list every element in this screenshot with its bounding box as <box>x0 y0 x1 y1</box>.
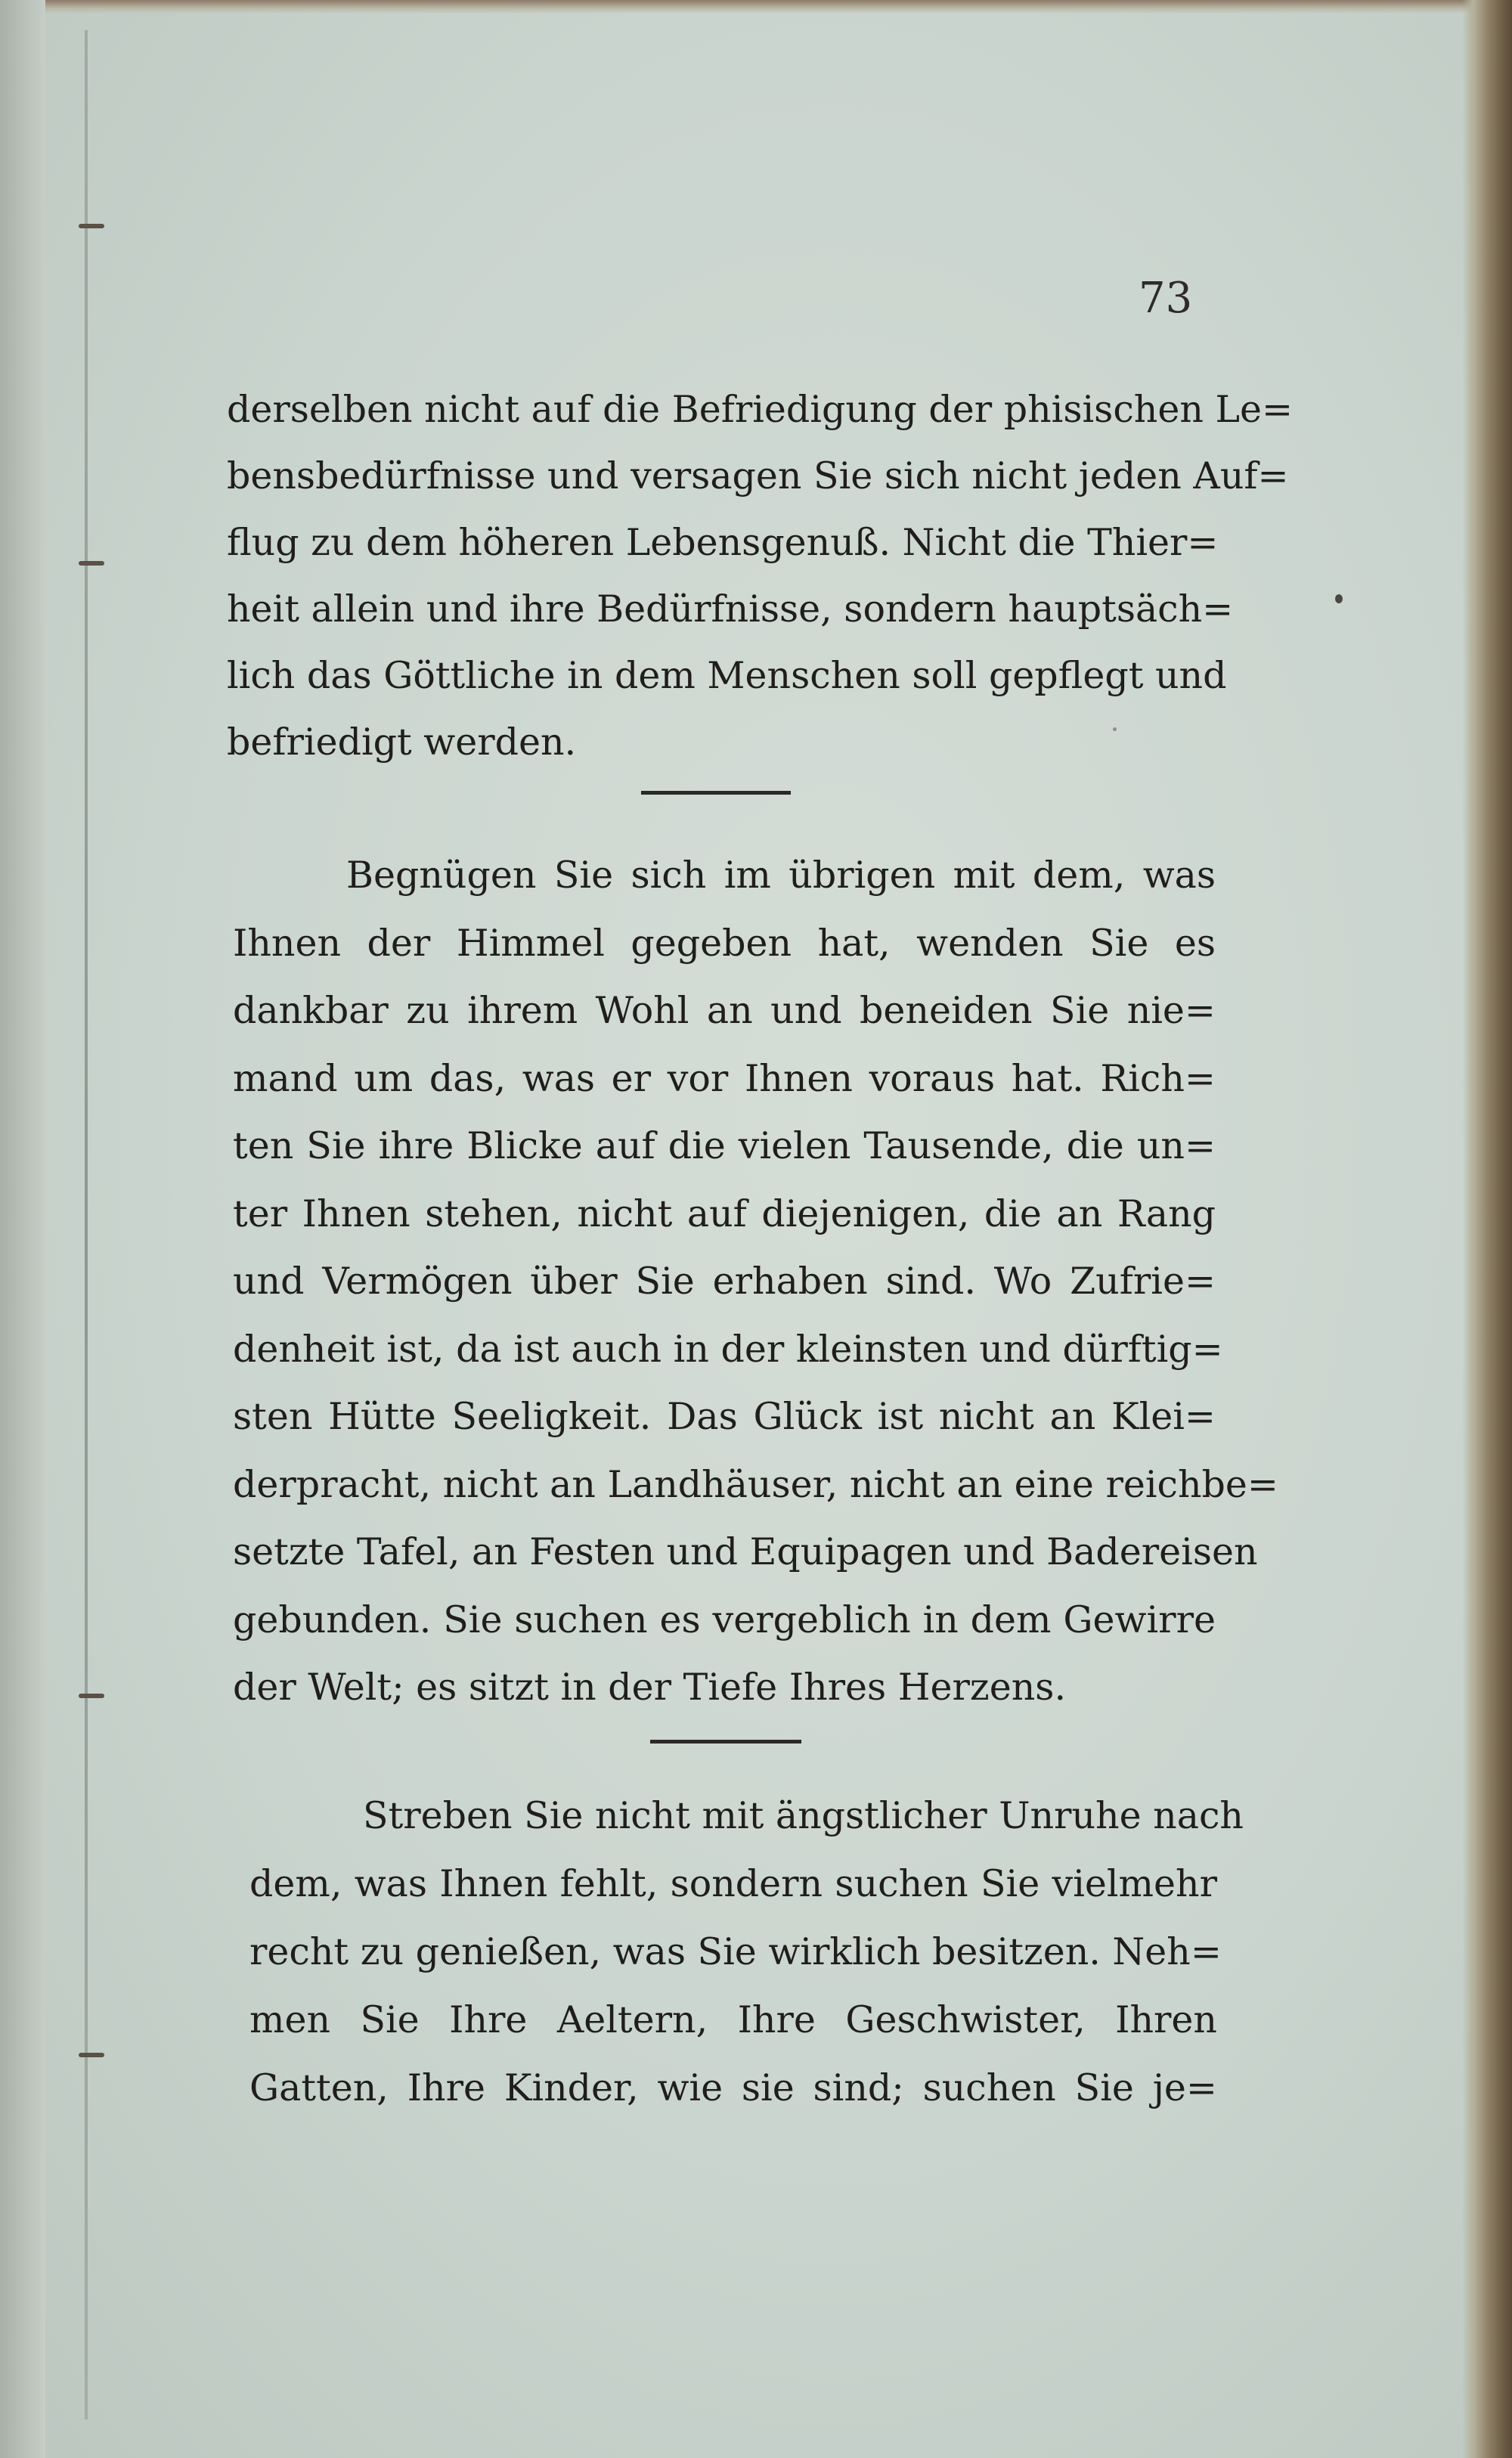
text-line: lich das Göttliche in dem Menschen soll gepflegt und <box>227 654 1227 697</box>
text-line: flug zu dem höheren Lebensgenuß. Nicht die Thier= <box>227 521 1219 564</box>
binding-fold-line <box>85 30 88 2419</box>
paragraph-1 <box>227 377 1294 776</box>
text-line: ten Sie ihre Blicke auf die vielen Tausende, die un= <box>233 1124 1216 1167</box>
page-right-shadow <box>1462 0 1473 2458</box>
binding-stitch <box>79 224 104 228</box>
text-line: men Sie Ihre Aeltern, Ihre Geschwister, Ihren <box>249 1998 1217 2041</box>
page-top-edge <box>0 0 1512 14</box>
page-number: 73 <box>1139 274 1193 323</box>
paper-blemish <box>1335 594 1343 603</box>
section-divider <box>650 1740 801 1744</box>
section-divider <box>641 791 791 795</box>
text-line: derselben nicht auf die Befriedigung der phisischen Le= <box>227 388 1294 431</box>
text-line: recht zu genießen, was Sie wirklich besitzen. Neh= <box>249 1930 1222 1973</box>
text-line: ter Ihnen stehen, nicht auf diejenigen, die an Rang <box>233 1192 1216 1235</box>
text-line: befriedigt werden. <box>227 721 577 764</box>
text-line: Begnügen Sie sich im übrigen mit dem, was <box>346 854 1216 897</box>
binding-stitch <box>79 561 104 566</box>
binding-stitch <box>79 2053 104 2057</box>
text-line: heit allein und ihre Bedürfnisse, sondern hauptsäch= <box>227 587 1234 631</box>
text-line: dem, was Ihnen fehlt, sondern suchen Sie vielmehr <box>249 1862 1217 1905</box>
text-line: mand um das, was er vor Ihnen voraus hat. Rich= <box>233 1056 1216 1100</box>
text-line: dankbar zu ihrem Wohl an und beneiden Sie nie= <box>233 989 1216 1032</box>
text-line: sten Hütte Seeligkeit. Das Glück ist nicht an Klei= <box>233 1395 1216 1438</box>
text-line: Streben Sie nicht mit ängstlicher Unruhe nach <box>363 1794 1244 1837</box>
text-line: derpracht, nicht an Landhäuser, nicht an eine reichbe= <box>233 1462 1278 1506</box>
paragraph-3 <box>249 1782 1244 2122</box>
text-line: Ihnen der Himmel gegeben hat, wenden Sie es <box>233 921 1216 965</box>
page-gutter-shadow <box>0 0 45 2458</box>
paragraph-2 <box>233 842 1278 1722</box>
text-line: gebunden. Sie suchen es vergeblich in dem Gewirre <box>233 1598 1216 1641</box>
text-line: denheit ist, da ist auch in der kleinsten und dürftig= <box>233 1327 1223 1371</box>
text-line: und Vermögen über Sie erhaben sind. Wo Zufrie= <box>233 1260 1216 1303</box>
text-line: Gatten, Ihre Kinder, wie sie sind; suchen Sie je= <box>249 2066 1217 2109</box>
text-line: setzte Tafel, an Festen und Equipagen und Badereisen <box>233 1530 1258 1573</box>
book-fore-edge <box>1473 0 1512 2458</box>
text-line: bensbedürfnisse und versagen Sie sich nicht jeden Auf= <box>227 454 1289 497</box>
binding-stitch <box>79 1694 104 1698</box>
text-line: der Welt; es sitzt in der Tiefe Ihres Herzens. <box>233 1666 1067 1709</box>
